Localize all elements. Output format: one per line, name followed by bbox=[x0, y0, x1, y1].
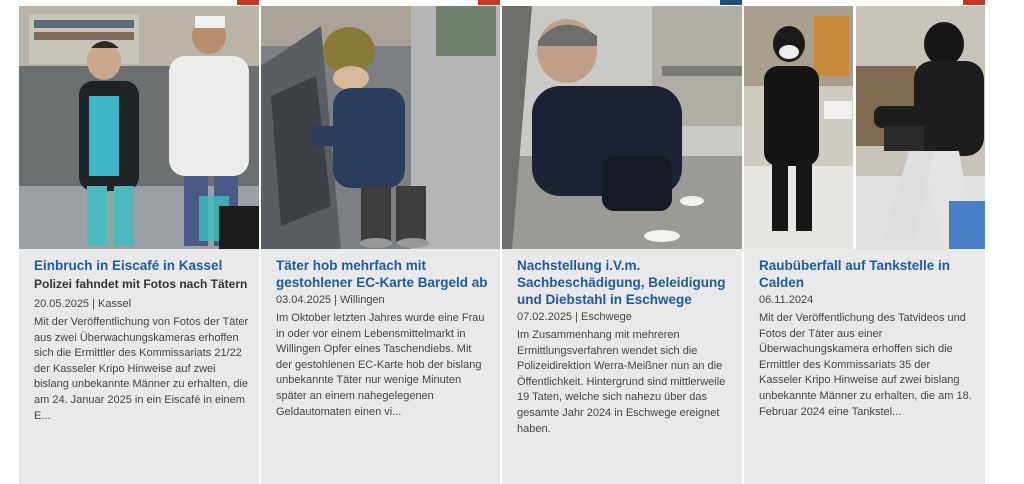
card-location: Eschwege bbox=[581, 311, 632, 323]
news-card-eschwege[interactable] bbox=[502, 0, 742, 484]
card-location: Willingen bbox=[340, 294, 385, 306]
surveillance-photo-tankstelle bbox=[744, 6, 985, 249]
card-meta bbox=[276, 293, 490, 307]
surveillance-photo-atm bbox=[261, 6, 500, 249]
card-title[interactable]: Täter hob mehrfach mit gestohlener EC-Karte Bargeld ab bbox=[276, 258, 488, 290]
card-photo[interactable] bbox=[261, 6, 500, 249]
surveillance-photo-eschwege bbox=[502, 6, 742, 249]
meta-separator: | bbox=[575, 311, 582, 323]
card-photo[interactable] bbox=[19, 6, 259, 249]
news-card-ec-karte[interactable] bbox=[261, 0, 500, 484]
card-accent bbox=[237, 0, 259, 5]
card-meta bbox=[34, 297, 249, 311]
card-title[interactable]: Nachstellung i.V.m. Sachbeschädigung, Beleidigung und Diebstahl in Eschwege bbox=[517, 258, 726, 307]
card-meta bbox=[517, 310, 732, 324]
card-location: Kassel bbox=[98, 298, 132, 310]
card-accent bbox=[478, 0, 500, 5]
card-body bbox=[34, 257, 249, 424]
card-body bbox=[276, 257, 490, 420]
card-teaser: Mit der Veröffentlichung des Tatvideos und Fotos der Täter aus einer Überwachungskamera erhoffen sich die Ermittler des Kommissariats 35 der Kasseler Kripo Hinweise auf zwei bislang unbekannte Männer zu erhalten, die am 18. Februar 2024 eine Tankstel... bbox=[759, 312, 972, 418]
card-body bbox=[517, 257, 732, 437]
card-teaser: Mit der Veröffentlichung von Fotos der Täter aus zwei Überwachungskameras erhoffen sich die Ermittler des Kommissariats 21/22 der Kasseler Kripo Hinweise auf zwei bislang unbekannte Männer zu erhalten, die am 24. Januar 2025 in ein Eiscafé in einem E... bbox=[34, 316, 249, 422]
card-date: 06.11.2024 bbox=[759, 294, 814, 306]
meta-separator: | bbox=[92, 298, 99, 310]
card-teaser: Im Zusammenhang mit mehreren Ermittlungsverfahren wendet sich die Polizeidirektion Werra-Meißner nun an die Öffentlichkeit. Hintergrund sind mittlerweile 19 Taten, welche sich nahezu über das gesamte Jahr 2024 in Eschwege ereignet haben. bbox=[517, 329, 726, 435]
news-card-eiscafe[interactable] bbox=[19, 0, 259, 484]
news-card-grid bbox=[19, 0, 985, 484]
card-body bbox=[759, 257, 975, 420]
card-accent bbox=[963, 0, 985, 5]
card-date: 03.04.2025 bbox=[276, 294, 332, 306]
card-accent bbox=[720, 0, 742, 5]
card-meta bbox=[759, 293, 975, 307]
card-date: 20.05.2025 bbox=[34, 298, 90, 310]
card-subtitle: Polizei fahndet mit Fotos nach Tätern bbox=[34, 277, 248, 291]
card-title[interactable]: Einbruch in Eiscafé in Kassel bbox=[34, 258, 223, 273]
card-teaser: Im Oktober letzten Jahres wurde eine Frau in oder vor einem Lebensmittelmarkt in Willingen Opfer eines Taschendiebs. Mit der gestohlenen EC-Karte hob der bislang unbekannte Täter nur wenige Minuten später an einem nahegelegenen Geldautomaten einen vi... bbox=[276, 312, 485, 418]
news-card-calden[interactable] bbox=[744, 0, 985, 484]
surveillance-photo-eiscafe bbox=[19, 6, 259, 249]
card-photo[interactable] bbox=[744, 6, 985, 249]
card-date: 07.02.2025 bbox=[517, 311, 573, 323]
meta-separator: | bbox=[334, 294, 341, 306]
card-title[interactable]: Raubüberfall auf Tankstelle in Calden bbox=[759, 258, 951, 290]
card-photo[interactable] bbox=[502, 6, 742, 249]
